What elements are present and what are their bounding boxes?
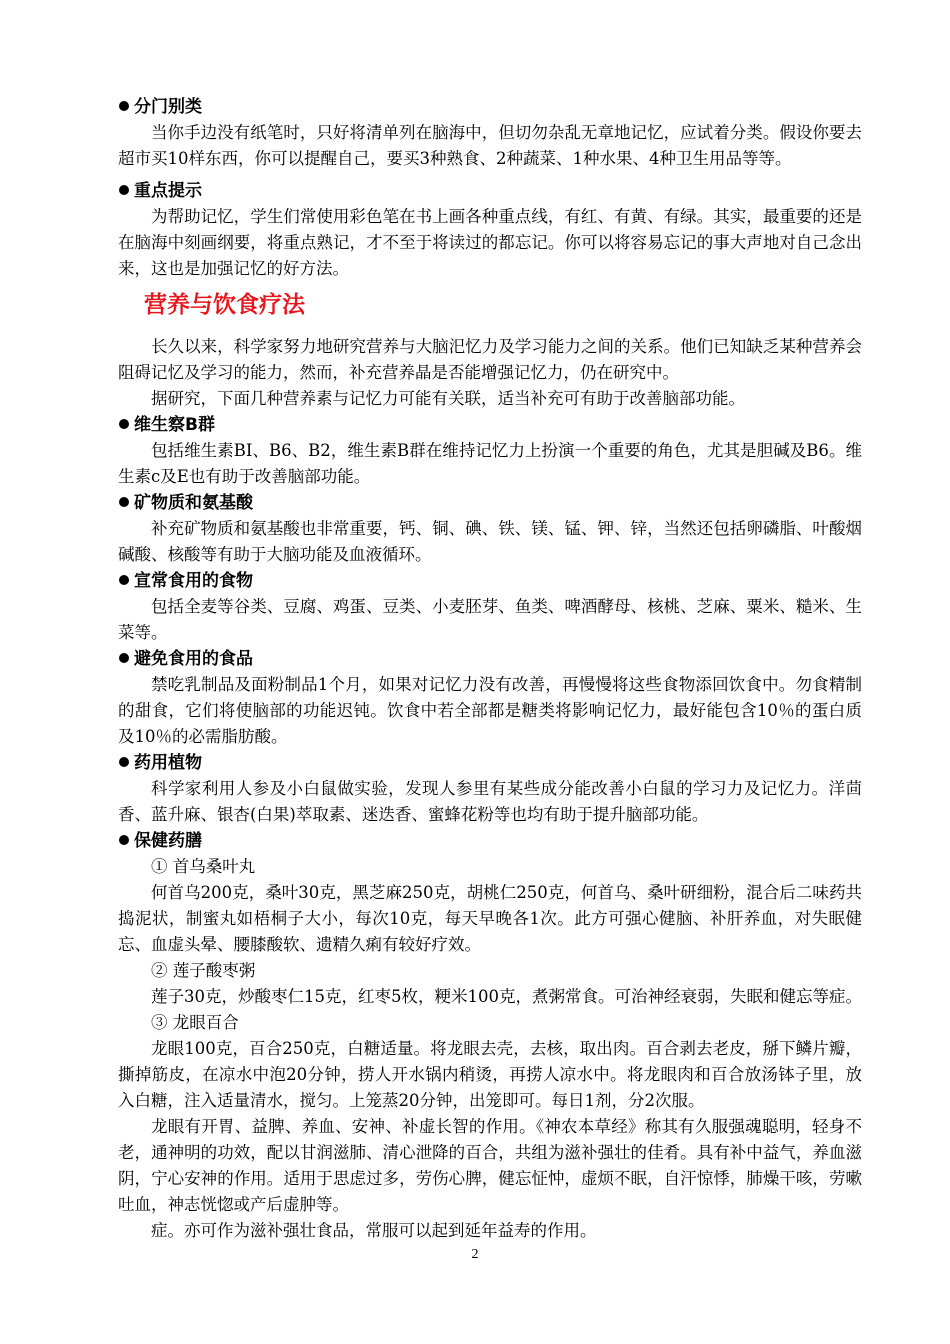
recipe-title: ③ 龙眼百合 (151, 1013, 239, 1032)
section-heading: 维生察B群 (118, 412, 862, 438)
intro-paragraph: 长久以来，科学家努力地研究营养与大脑汜忆力及学习能力之间的关系。他们已知缺乏某种营养会阻碍记忆及学习的能力，然而，补充营养晶是否能增强记忆力，仍在研究中。 (118, 337, 862, 382)
recipe-title: ② 莲子酸枣粥 (151, 961, 256, 980)
section-vitamin-b (118, 412, 862, 490)
bullet-dot-icon (119, 653, 129, 663)
bullet-dot-icon (119, 757, 129, 767)
paragraph: 为帮助记忆，学生们常使用彩色笔在书上画各种重点线，有红、有黄、有绿。其实，最重要的还是在脑海中刻画纲要，将重点熟记，才不至于将读过的都忘记。你可以将容易忘记的事大声地对自己念出来，这也是加强记忆的好方法。 (118, 207, 862, 278)
document-body (118, 94, 862, 1244)
recipe-paragraph: 龙眼100克，百合250克，白糖适量。将龙眼去壳，去核，取出肉。百合剥去老皮，掰下鳞片瓣，撕掉筋皮，在凉水中泡20分钟，捞人开水锅内稍烫，再捞人凉水中。将龙眼肉和百合放汤钵子里，放入白糖，注入适量清水，搅匀。上笼蒸20分钟，出笼即可。每日1剂，分2次服。 (118, 1039, 862, 1110)
section-heading: 重点提示 (118, 178, 862, 204)
section-heading: 保健药膳 (118, 828, 862, 854)
paragraph: 包括维生素BI、B6、B2，维生素B群在维持记忆力上扮演一个重要的角色，尤其是胆碱及B6。维生素c及E也有助于改善脑部功能。 (118, 441, 862, 486)
page-number: 2 (471, 1247, 479, 1262)
recipe-title: ① 首乌桑叶丸 (151, 857, 256, 876)
section-key-points (118, 178, 862, 282)
section-minerals (118, 490, 862, 568)
intro-paragraph: 据研究，下面几种营养素与记忆力可能有关联，适当补充可有助于改善脑部功能。 (151, 389, 745, 408)
bullet-dot-icon (119, 419, 129, 429)
page-title: 营养与饮食疗法 (144, 292, 305, 318)
section-herbal-diet (118, 828, 862, 1244)
bullet-dot-icon (119, 101, 129, 111)
bullet-dot-icon (119, 497, 129, 507)
section-recommended-foods (118, 568, 862, 646)
recipe-paragraph: 何首乌200克，桑叶30克，黑芝麻250克，胡桃仁250克，何首乌、桑叶研细粉，混合后二味药共捣泥状，制蜜丸如梧桐子大小，每次10克，每天早晚各1次。此方可强心健脑、补肝养血，对失眠健忘、血虚头晕、腰膝酸软、遗精久痢有较好疗效。 (118, 883, 862, 954)
paragraph: 当你手边没有纸笔时，只好将清单列在脑海中，但切勿杂乱无章地记忆，应试着分类。假设你要去超市买10样东西，你可以提醒自己，要买3种熟食、2种蔬菜、1种水果、4种卫生用品等等。 (118, 123, 862, 168)
section-foods-to-avoid (118, 646, 862, 750)
recipe-paragraph: 莲子30克，炒酸枣仁15克，红枣5枚，粳米100克，煮粥常食。可治神经衰弱，失眠和健忘等症。 (151, 987, 862, 1006)
section-medicinal-plants (118, 750, 862, 828)
bullet-dot-icon (119, 575, 129, 585)
paragraph: 科学家利用人参及小白鼠做实验，发现人参里有某些成分能改善小白鼠的学习力及记忆力。洋茴香、蓝升麻、银杏(白果)萃取素、迷迭香、蜜蜂花粉等也均有助于提升脑部功能。 (118, 779, 862, 824)
recipe-paragraph: 症。亦可作为滋补强壮食品，常服可以起到延年益寿的作用。 (151, 1221, 597, 1240)
bullet-dot-icon (119, 835, 129, 845)
section-heading: 避免食用的食品 (118, 646, 862, 672)
section-classify (118, 94, 862, 172)
section-heading: 分门别类 (118, 94, 862, 120)
section-heading: 药用植物 (118, 750, 862, 776)
paragraph: 包括全麦等谷类、豆腐、鸡蛋、豆类、小麦胚芽、鱼类、啤酒酵母、核桃、芝麻、粟米、糙米、生菜等。 (118, 597, 862, 642)
paragraph: 补充矿物质和氨基酸也非常重要，钙、铜、碘、铁、镁、锰、钾、锌，当然还包括卵磷脂、叶酸烟碱酸、核酸等有助于大脑功能及血液循环。 (118, 519, 862, 564)
paragraph: 禁吃乳制品及面粉制品1个月，如果对记忆力没有改善，再慢慢将这些食物添回饮食中。勿食精制的甜食，它们将使脑部的功能迟钝。饮食中若全部都是糖类将影响记忆力，最好能包含10％的蛋白质及10％的必需脂肪酸。 (118, 675, 862, 746)
section-heading: 矿物质和氨基酸 (118, 490, 862, 516)
recipe-paragraph: 龙眼有开胃、益脾、养血、安神、补虚长智的作用。《神农本草经》称其有久服强魂聪明，轻身不老，通神明的功效，配以甘润滋肺、清心泄降的百合，共组为滋补强壮的佳肴。具有补中益气，养血滋阴，宁心安神的作用。适用于思虑过多，劳伤心脾，健忘怔忡，虚烦不眠，自汗惊悸，肺燥干咳，劳嗽吐血，神志恍惚或产后虚肿等。 (118, 1117, 862, 1214)
bullet-dot-icon (119, 185, 129, 195)
section-heading: 宣常食用的食物 (118, 568, 862, 594)
